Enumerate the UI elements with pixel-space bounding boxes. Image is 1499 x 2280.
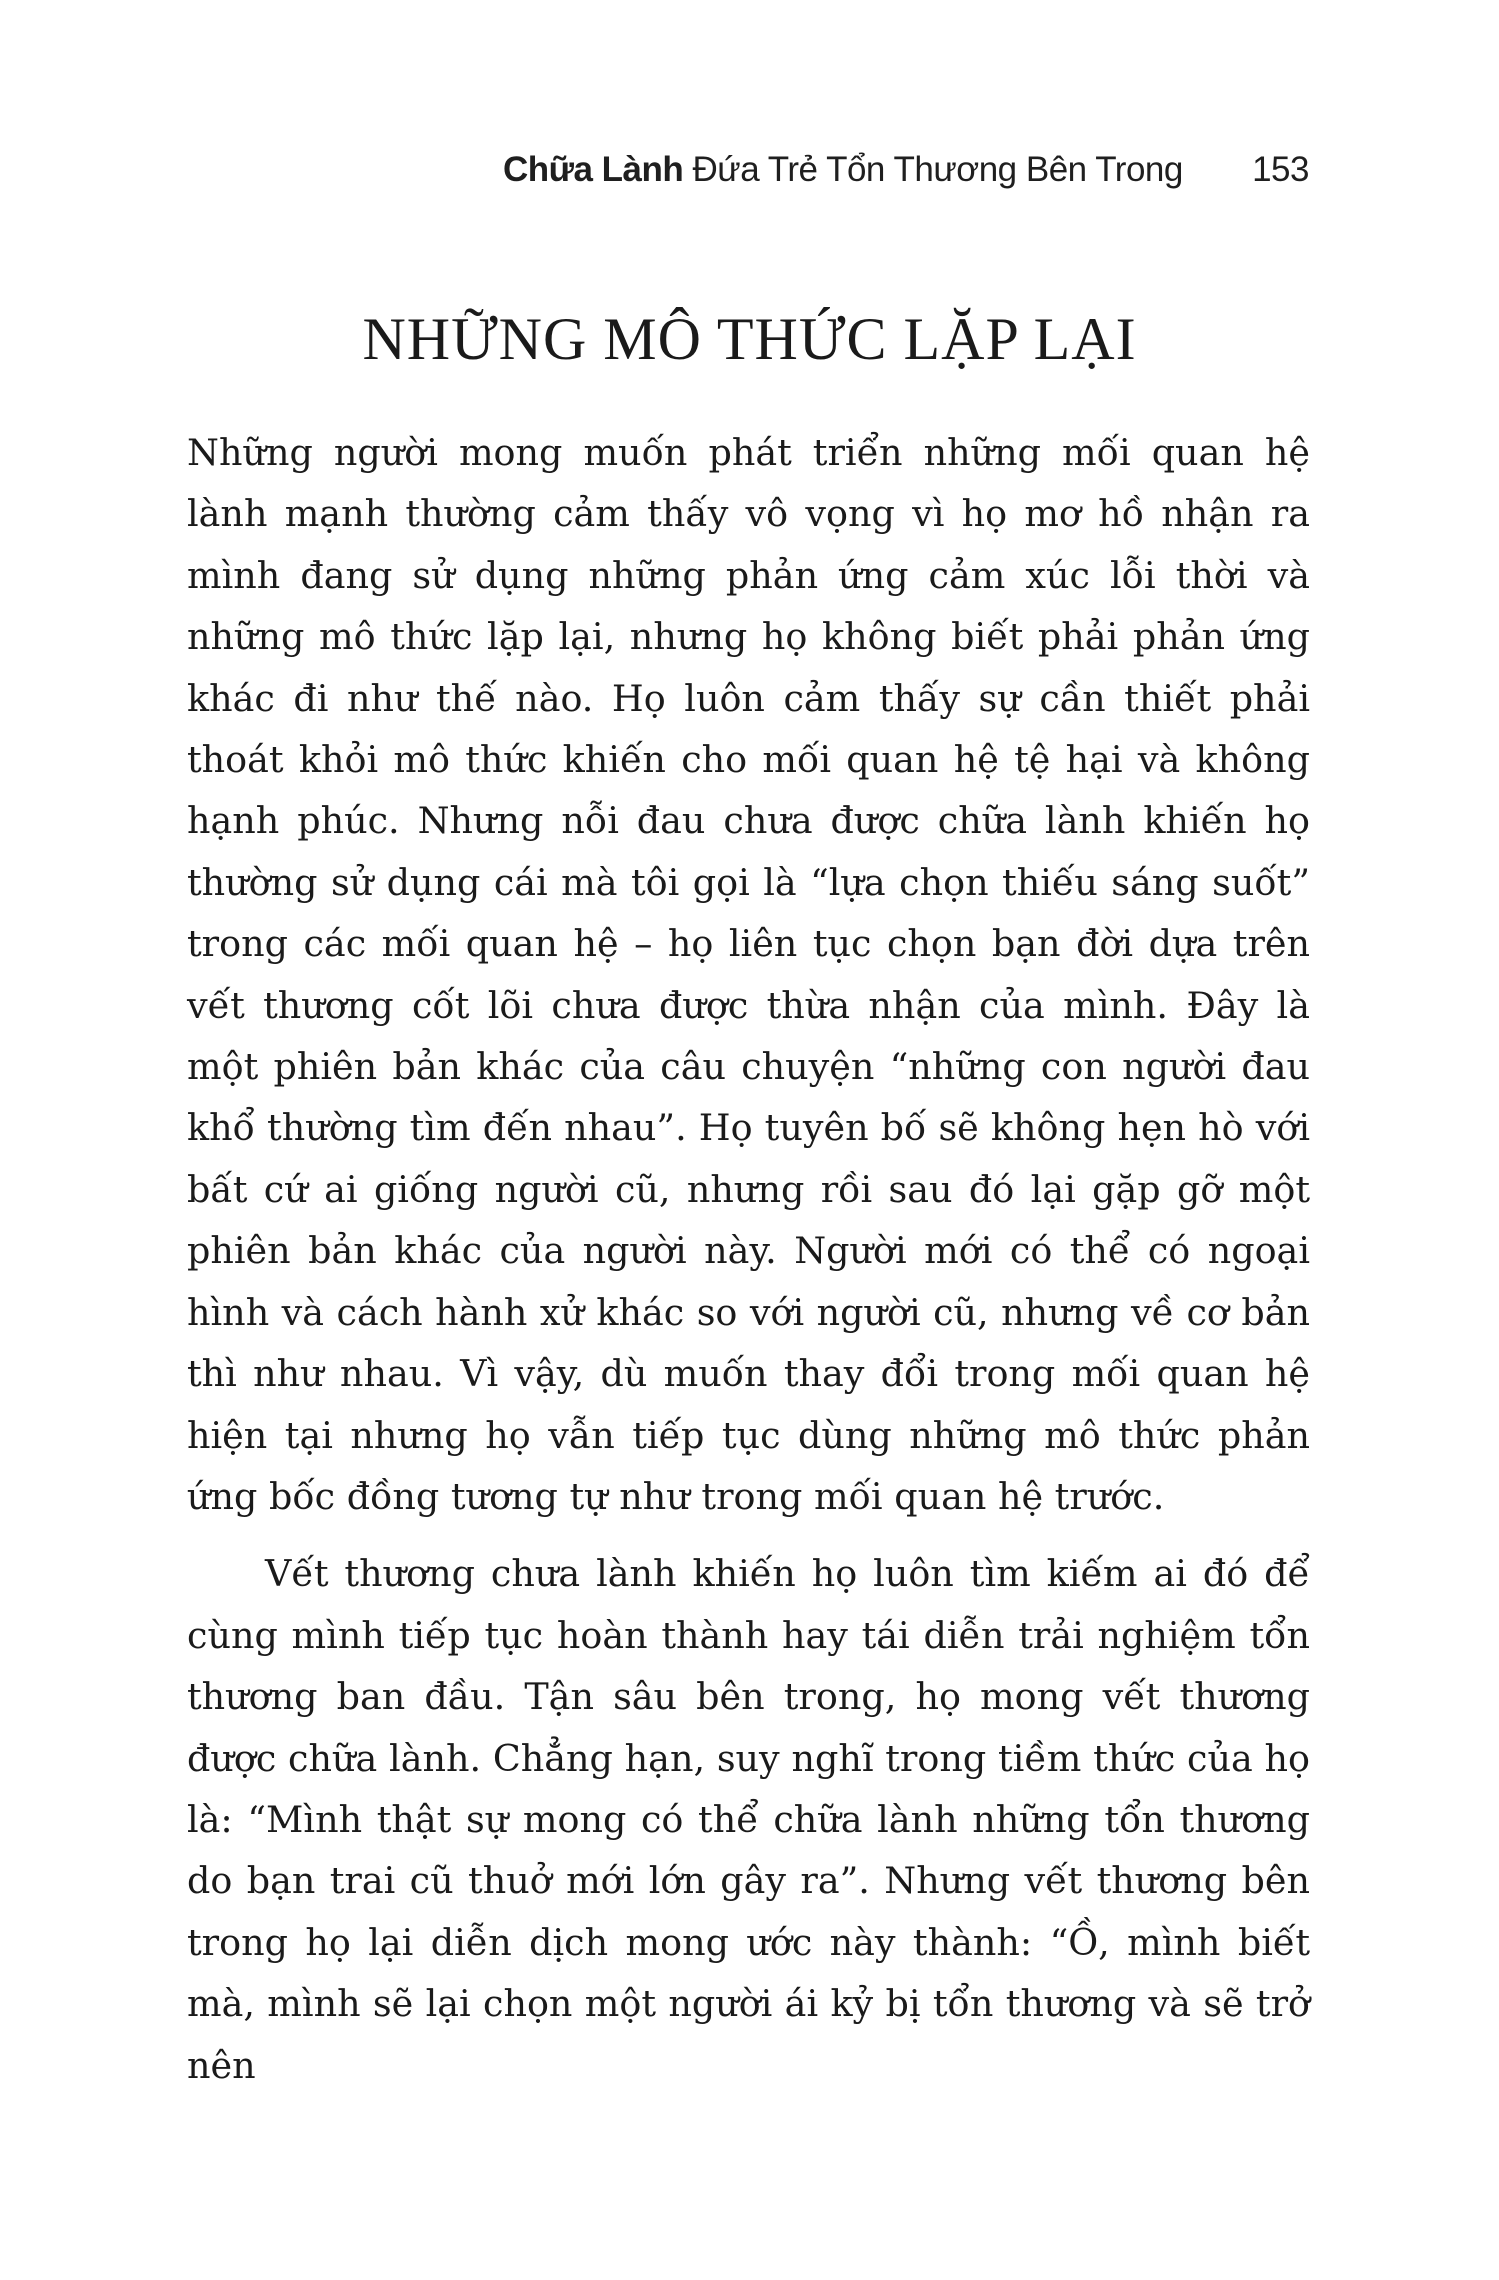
page-number: 153 <box>1252 150 1309 189</box>
paragraph-1: Những người mong muốn phát triển những mối quan hệ lành mạnh thường cảm thấy vô vọng vì họ mơ hồ nhận ra mình đang sử dụng những phản ứng cảm xúc lỗi thời và những mô thức lặp lại, nhưng họ không biết phải phản ứng khác đi như thế nào. Họ luôn cảm thấy sự cần thiết phải thoát khỏi mô thức khiến cho mối quan hệ tệ hại và không hạnh phúc. Nhưng nỗi đau chưa được chữa lành khiến họ thường sử dụng cái mà tôi gọi là “lựa chọn thiếu sáng suốt” trong các mối quan hệ – họ liên tục chọn bạn đời dựa trên vết thương cốt lõi chưa được thừa nhận của mình. Đây là một phiên bản khác của câu chuyện “những con người đau khổ thường tìm đến nhau”. Họ tuyên bố sẽ không hẹn hò với bất cứ ai giống người cũ, nhưng rồi sau đó lại gặp gỡ một phiên bản khác của người này. Người mới có thể có ngoại hình và cách hành xử khác so với người cũ, nhưng về cơ bản thì như nhau. Vì vậy, dù muốn thay đổi trong mối quan hệ hiện tại nhưng họ vẫn tiếp tục dùng những mô thức phản ứng bốc đồng tương tự như trong mối quan hệ trước. <box>187 431 1310 1518</box>
running-header <box>503 150 1309 190</box>
book-title-bold: Chữa Lành <box>502 150 684 189</box>
paragraph-2: Vết thương chưa lành khiến họ luôn tìm kiếm ai đó để cùng mình tiếp tục hoàn thành hay tái diễn trải nghiệm tổn thương ban đầu. Tận sâu bên trong, họ mong vết thương được chữa lành. Chẳng hạn, suy nghĩ trong tiềm thức của họ là: “Mình thật sự mong có thể chữa lành những tổn thương do bạn trai cũ thuở mới lớn gây ra”. Nhưng vết thương bên trong họ lại diễn dịch mong ước này thành: “Ồ, mình biết mà, mình sẽ lại chọn một người ái kỷ bị tổn thương và sẽ trở nên <box>187 1552 1310 2087</box>
body-text <box>187 422 1310 2096</box>
book-title-rest: Đứa Trẻ Tổn Thương Bên Trong <box>692 150 1183 189</box>
chapter-title: NHỮNG MÔ THỨC LẶP LẠI <box>362 306 1137 372</box>
